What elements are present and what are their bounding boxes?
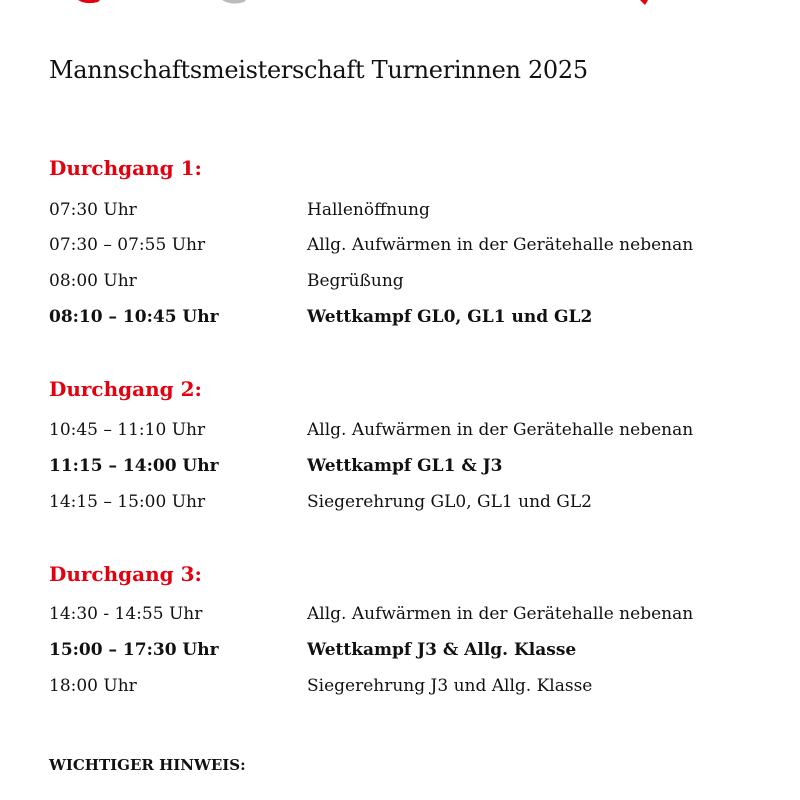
schedule-time: 14:15 – 15:00 Uhr: [49, 492, 206, 512]
schedule-event: Allg. Aufwärmen in der Gerätehalle nebenan: [307, 604, 694, 624]
schedule-event: Allg. Aufwärmen in der Gerätehalle nebenan: [307, 420, 694, 440]
logo-grey-stroke: [222, 0, 246, 4]
schedule-event: Wettkampf GL0, GL1 und GL2: [307, 307, 593, 327]
schedule-event: Siegerehrung J3 und Allg. Klasse: [307, 676, 593, 696]
schedule-row: [49, 305, 769, 329]
schedule-row: [49, 418, 769, 442]
section-heading-durchgang-3: Durchgang 3:: [49, 562, 202, 586]
schedule-time: 08:10 – 10:45 Uhr: [49, 307, 219, 327]
notice-heading: WICHTIGER HINWEIS:: [49, 756, 246, 774]
schedule-time: 07:30 – 07:55 Uhr: [49, 235, 206, 255]
schedule-time: 14:30 - 14:55 Uhr: [49, 604, 203, 624]
schedule-row: [49, 674, 769, 698]
schedule-event: Wettkampf J3 & Allg. Klasse: [307, 640, 577, 660]
schedule-time: 11:15 – 14:00 Uhr: [49, 456, 219, 476]
page-title: Mannschaftsmeisterschaft Turnerinnen 2025: [49, 56, 588, 84]
schedule-event: Wettkampf GL1 & J3: [307, 456, 503, 476]
schedule-row: [49, 638, 769, 662]
schedule-time: 18:00 Uhr: [49, 676, 137, 696]
schedule-time: 07:30 Uhr: [49, 200, 137, 220]
schedule-time: 08:00 Uhr: [49, 271, 137, 291]
logo-fragment: [0, 0, 800, 10]
schedule-event: Siegerehrung GL0, GL1 und GL2: [307, 492, 592, 512]
logo-red-tick: [640, 0, 648, 5]
schedule-row: [49, 490, 769, 514]
schedule-row: [49, 233, 769, 257]
schedule-row: [49, 198, 769, 222]
schedule-event: Allg. Aufwärmen in der Gerätehalle nebenan: [307, 235, 694, 255]
schedule-time: 10:45 – 11:10 Uhr: [49, 420, 206, 440]
schedule-row: [49, 454, 769, 478]
logo-red-swoosh: [78, 0, 100, 3]
schedule-row: [49, 269, 769, 293]
schedule-row: [49, 602, 769, 626]
section-heading-durchgang-2: Durchgang 2:: [49, 377, 202, 401]
section-heading-durchgang-1: Durchgang 1:: [49, 156, 202, 180]
schedule-event: Begrüßung: [307, 271, 404, 291]
schedule-event: Hallenöffnung: [307, 200, 430, 220]
schedule-time: 15:00 – 17:30 Uhr: [49, 640, 219, 660]
